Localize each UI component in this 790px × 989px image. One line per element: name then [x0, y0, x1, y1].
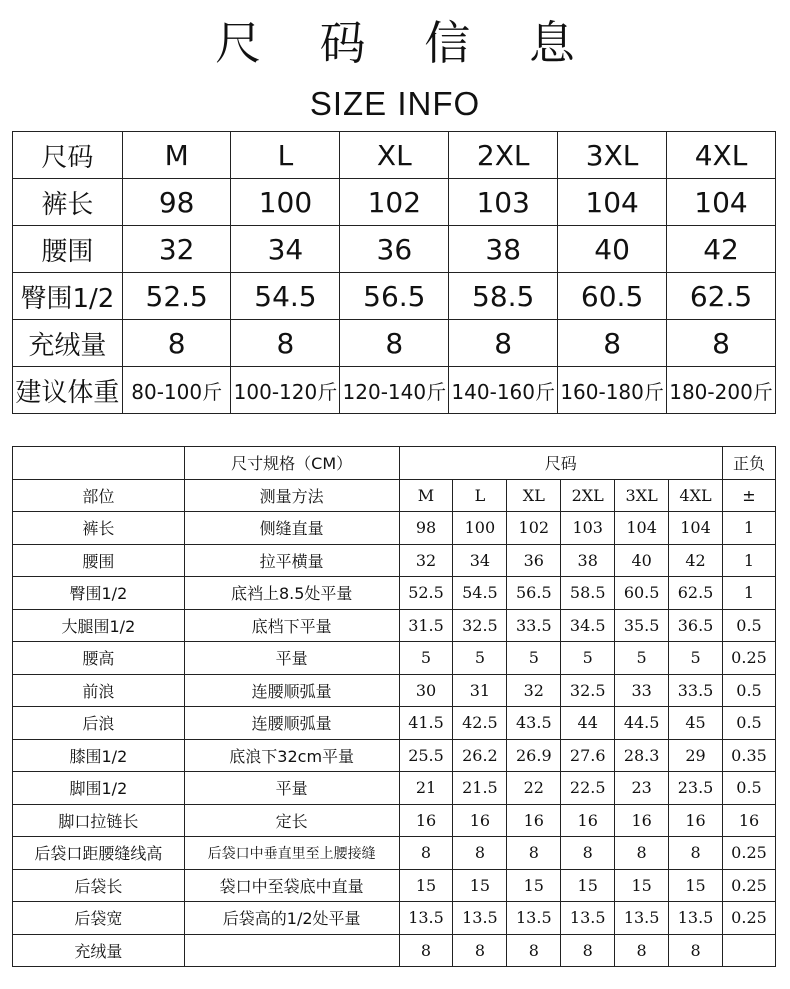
header-blank — [13, 447, 185, 480]
table-cell: 13.5 — [669, 902, 723, 935]
table-cell: 1 — [722, 512, 775, 545]
table-cell: 41.5 — [399, 707, 453, 740]
method-cell: 平量 — [184, 642, 399, 675]
table-cell: 16 — [399, 804, 453, 837]
table-cell: 8 — [507, 934, 561, 967]
table-row — [13, 179, 776, 226]
table-cell: 13.5 — [399, 902, 453, 935]
table-cell: 62.5 — [667, 273, 776, 320]
method-cell: 底裆上8.5处平量 — [184, 577, 399, 610]
table-cell: 58.5 — [561, 577, 615, 610]
part-cell: 大腿围1/2 — [13, 609, 185, 642]
table-row — [13, 544, 776, 577]
table-cell: 0.5 — [722, 674, 775, 707]
table-cell: 32 — [507, 674, 561, 707]
part-cell: 后袋口距腰缝线高 — [13, 837, 185, 870]
table-cell: 8 — [399, 934, 453, 967]
table-cell: 34.5 — [561, 609, 615, 642]
table-cell: 56.5 — [340, 273, 449, 320]
method-cell: 测量方法 — [184, 479, 399, 512]
method-cell: 拉平横量 — [184, 544, 399, 577]
table-cell: 8 — [615, 837, 669, 870]
table-cell: 0.25 — [722, 642, 775, 675]
spec-table — [12, 446, 776, 967]
table-cell: 60.5 — [615, 577, 669, 610]
table-cell: 0.35 — [722, 739, 775, 772]
table-cell: 100 — [231, 179, 340, 226]
header-spec: 尺寸规格（CM） — [184, 447, 399, 480]
table-cell: XL — [507, 479, 561, 512]
table-cell: 15 — [453, 869, 507, 902]
table-row — [13, 609, 776, 642]
table-cell: 8 — [507, 837, 561, 870]
table-cell: 16 — [615, 804, 669, 837]
method-cell: 底浪下32cm平量 — [184, 739, 399, 772]
page-title: 尺 码 信 息 — [215, 16, 597, 70]
table-cell: 31.5 — [399, 609, 453, 642]
table-cell: 26.2 — [453, 739, 507, 772]
table-cell: 28.3 — [615, 739, 669, 772]
row-label: 建议体重 — [13, 367, 123, 414]
table-cell: 5 — [561, 642, 615, 675]
table-cell: 16 — [722, 804, 775, 837]
table-cell: 0.25 — [722, 837, 775, 870]
part-cell: 臀围1/2 — [13, 577, 185, 610]
table-cell: 8 — [558, 320, 667, 367]
method-cell: 后袋口中垂直里至上腰接缝 — [184, 837, 399, 870]
table-row — [13, 707, 776, 740]
table-row — [13, 674, 776, 707]
table-cell: 52.5 — [122, 273, 231, 320]
table-cell: ± — [722, 479, 775, 512]
table-cell: 8 — [615, 934, 669, 967]
table-cell: 15 — [561, 869, 615, 902]
table-cell: 5 — [669, 642, 723, 675]
table-cell: 8 — [449, 320, 558, 367]
table-cell: 44 — [561, 707, 615, 740]
table-cell: 2XL — [449, 132, 558, 179]
table-cell: 0.5 — [722, 609, 775, 642]
table-cell: 26.9 — [507, 739, 561, 772]
table-cell: M — [399, 479, 453, 512]
table-cell: 13.5 — [507, 902, 561, 935]
table-cell: 54.5 — [231, 273, 340, 320]
table-cell: 98 — [399, 512, 453, 545]
table-cell: 8 — [122, 320, 231, 367]
table-cell: 103 — [449, 179, 558, 226]
table-cell: 52.5 — [399, 577, 453, 610]
table-row — [13, 902, 776, 935]
table-cell: 15 — [507, 869, 561, 902]
part-cell: 前浪 — [13, 674, 185, 707]
method-cell: 连腰顺弧量 — [184, 707, 399, 740]
method-cell — [184, 934, 399, 967]
table-row — [13, 273, 776, 320]
table-cell: 32.5 — [561, 674, 615, 707]
table-cell: 104 — [558, 179, 667, 226]
table-row — [13, 226, 776, 273]
table-cell: 32.5 — [453, 609, 507, 642]
table-cell: 16 — [561, 804, 615, 837]
table-cell: 4XL — [669, 479, 723, 512]
table-cell: 60.5 — [558, 273, 667, 320]
table-cell: 4XL — [667, 132, 776, 179]
table-cell: 5 — [507, 642, 561, 675]
table-cell — [722, 934, 775, 967]
row-label: 充绒量 — [13, 320, 123, 367]
table-cell: 34 — [453, 544, 507, 577]
table-row — [13, 479, 776, 512]
part-cell: 后袋长 — [13, 869, 185, 902]
table-row — [13, 934, 776, 967]
table-row — [13, 132, 776, 179]
table-cell: 30 — [399, 674, 453, 707]
table-cell: 15 — [669, 869, 723, 902]
part-cell: 部位 — [13, 479, 185, 512]
table-cell: 23.5 — [669, 772, 723, 805]
part-cell: 脚口拉链长 — [13, 804, 185, 837]
part-cell: 裤长 — [13, 512, 185, 545]
table-cell: 44.5 — [615, 707, 669, 740]
table-cell: 16 — [453, 804, 507, 837]
table-cell: 104 — [669, 512, 723, 545]
part-cell: 腰高 — [13, 642, 185, 675]
table-cell: 62.5 — [669, 577, 723, 610]
table-cell: 3XL — [558, 132, 667, 179]
table-cell: 13.5 — [561, 902, 615, 935]
table-cell: 8 — [669, 837, 723, 870]
table-cell: 8 — [561, 837, 615, 870]
table-cell: 102 — [340, 179, 449, 226]
table-cell: 38 — [561, 544, 615, 577]
header-tolerance: 正负 — [722, 447, 775, 480]
table-cell: 8 — [453, 934, 507, 967]
table-cell: 2XL — [561, 479, 615, 512]
table-cell: 21 — [399, 772, 453, 805]
table-cell: 140-160斤 — [449, 367, 558, 414]
table-cell: 16 — [669, 804, 723, 837]
part-cell: 脚围1/2 — [13, 772, 185, 805]
table-cell: 100-120斤 — [231, 367, 340, 414]
table-cell: 25.5 — [399, 739, 453, 772]
table-cell: 22 — [507, 772, 561, 805]
table-cell: 32 — [122, 226, 231, 273]
part-cell: 后袋宽 — [13, 902, 185, 935]
table-cell: 42 — [669, 544, 723, 577]
table-cell: 45 — [669, 707, 723, 740]
table-cell: 0.25 — [722, 902, 775, 935]
table-cell: 32 — [399, 544, 453, 577]
table-cell: 104 — [615, 512, 669, 545]
table-cell: 8 — [231, 320, 340, 367]
table-cell: 40 — [615, 544, 669, 577]
method-cell: 袋口中至袋底中直量 — [184, 869, 399, 902]
table-cell: 29 — [669, 739, 723, 772]
table-row — [13, 367, 776, 414]
table-cell: 8 — [399, 837, 453, 870]
table-cell: L — [231, 132, 340, 179]
table-cell: 180-200斤 — [667, 367, 776, 414]
table-cell: 33 — [615, 674, 669, 707]
table-cell: XL — [340, 132, 449, 179]
table-row — [13, 320, 776, 367]
table-cell: 160-180斤 — [558, 367, 667, 414]
table-cell: 36 — [507, 544, 561, 577]
table-cell: 38 — [449, 226, 558, 273]
table-cell: 103 — [561, 512, 615, 545]
table-cell: 13.5 — [615, 902, 669, 935]
size-table — [12, 131, 776, 414]
table-cell: 0.5 — [722, 772, 775, 805]
page-subtitle: SIZE INFO — [309, 85, 481, 122]
table-cell: 8 — [453, 837, 507, 870]
row-label: 腰围 — [13, 226, 123, 273]
method-cell: 后袋高的1/2处平量 — [184, 902, 399, 935]
method-cell: 底档下平量 — [184, 609, 399, 642]
table-cell: 5 — [453, 642, 507, 675]
table-cell: 31 — [453, 674, 507, 707]
table-cell: 1 — [722, 544, 775, 577]
table-cell: 104 — [667, 179, 776, 226]
method-cell: 连腰顺弧量 — [184, 674, 399, 707]
row-label: 尺码 — [13, 132, 123, 179]
table-cell: 8 — [667, 320, 776, 367]
table-row — [13, 447, 776, 480]
table-cell: 15 — [399, 869, 453, 902]
table-cell: 0.25 — [722, 869, 775, 902]
table-cell: 1 — [722, 577, 775, 610]
table-cell: 34 — [231, 226, 340, 273]
table-cell: 43.5 — [507, 707, 561, 740]
table-cell: 15 — [615, 869, 669, 902]
table-cell: 54.5 — [453, 577, 507, 610]
method-cell: 定长 — [184, 804, 399, 837]
table-cell: 33.5 — [507, 609, 561, 642]
table-cell: 8 — [561, 934, 615, 967]
table-cell: 80-100斤 — [122, 367, 231, 414]
table-row — [13, 772, 776, 805]
table-cell: 42 — [667, 226, 776, 273]
table-cell: 13.5 — [453, 902, 507, 935]
part-cell: 后浪 — [13, 707, 185, 740]
table-cell: 35.5 — [615, 609, 669, 642]
table-cell: 120-140斤 — [340, 367, 449, 414]
table-cell: 33.5 — [669, 674, 723, 707]
table-cell: 5 — [399, 642, 453, 675]
part-cell: 腰围 — [13, 544, 185, 577]
table-row — [13, 512, 776, 545]
table-cell: 22.5 — [561, 772, 615, 805]
table-cell: L — [453, 479, 507, 512]
method-cell: 侧缝直量 — [184, 512, 399, 545]
table-cell: 3XL — [615, 479, 669, 512]
table-row — [13, 577, 776, 610]
table-cell: 102 — [507, 512, 561, 545]
table-cell: 98 — [122, 179, 231, 226]
row-label: 裤长 — [13, 179, 123, 226]
table-cell: 42.5 — [453, 707, 507, 740]
method-cell: 平量 — [184, 772, 399, 805]
table-row — [13, 837, 776, 870]
header-size: 尺码 — [399, 447, 722, 480]
table-cell: 0.5 — [722, 707, 775, 740]
part-cell: 充绒量 — [13, 934, 185, 967]
table-row — [13, 869, 776, 902]
table-cell: 16 — [507, 804, 561, 837]
table-cell: 100 — [453, 512, 507, 545]
table-cell: 36 — [340, 226, 449, 273]
row-label: 臀围1/2 — [13, 273, 123, 320]
table-cell: M — [122, 132, 231, 179]
table-cell: 27.6 — [561, 739, 615, 772]
table-cell: 5 — [615, 642, 669, 675]
table-cell: 8 — [340, 320, 449, 367]
table-cell: 40 — [558, 226, 667, 273]
table-row — [13, 642, 776, 675]
table-cell: 8 — [669, 934, 723, 967]
table-cell: 58.5 — [449, 273, 558, 320]
table-cell: 21.5 — [453, 772, 507, 805]
table-cell: 36.5 — [669, 609, 723, 642]
table-cell: 56.5 — [507, 577, 561, 610]
table-cell: 23 — [615, 772, 669, 805]
table-row — [13, 739, 776, 772]
part-cell: 膝围1/2 — [13, 739, 185, 772]
table-row — [13, 804, 776, 837]
